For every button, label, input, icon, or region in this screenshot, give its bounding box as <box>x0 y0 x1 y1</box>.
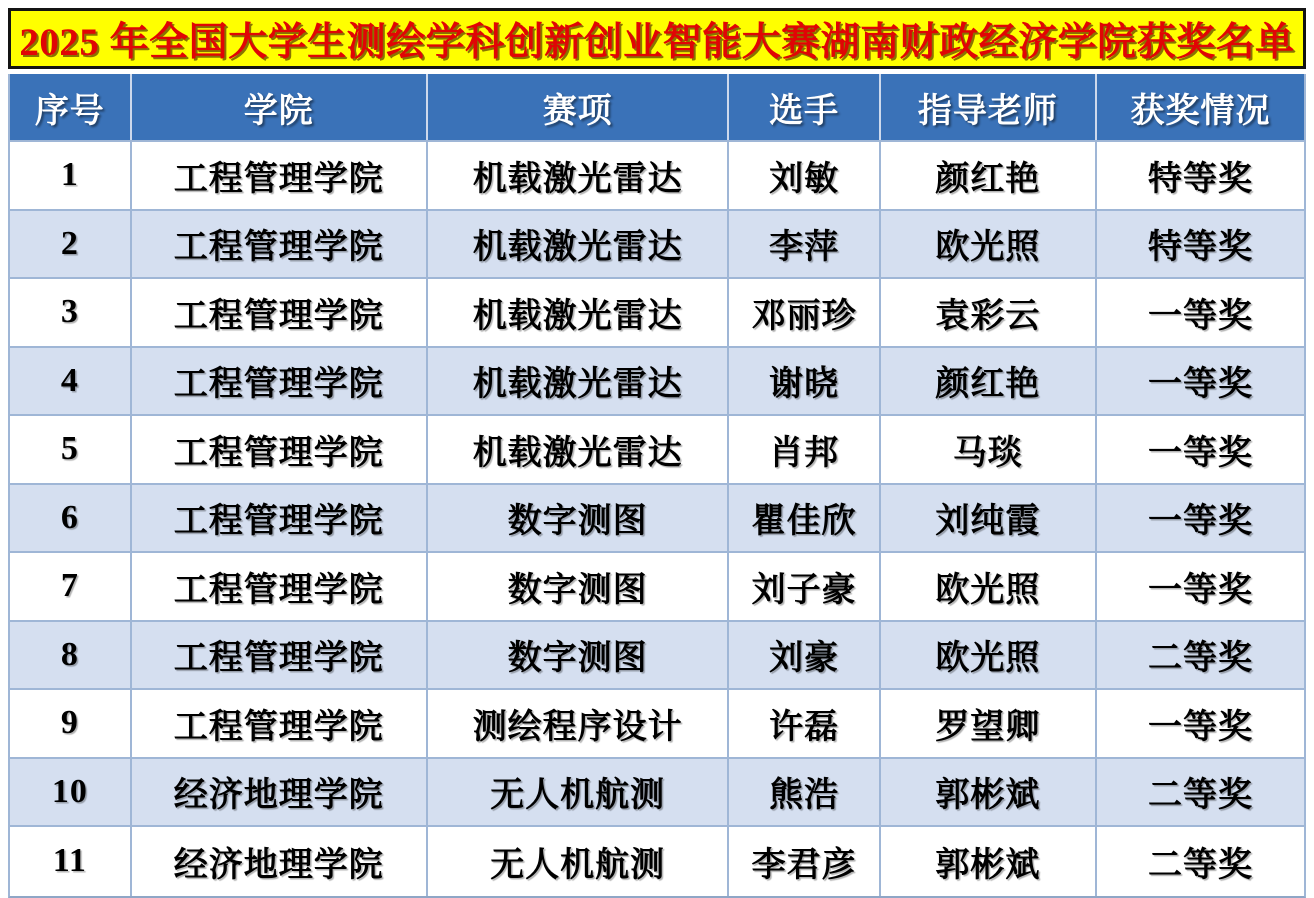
table-cell: 一等奖 <box>1147 708 1253 746</box>
table-cell: 马琰 <box>881 416 1097 483</box>
table-cell: 无人机航测 <box>428 827 730 896</box>
table-row <box>10 416 1304 485</box>
table-cell: 11 <box>10 827 132 896</box>
table-cell: 工程管理学院 <box>132 142 428 209</box>
page-title: 2025 年全国大学生测绘学科创新创业智能大赛湖南财政经济学院获奖名单 <box>8 8 1306 69</box>
table-cell: 李萍 <box>729 211 880 278</box>
table-cell: 工程管理学院 <box>132 348 428 415</box>
table-cell: 欧光照 <box>881 622 1097 689</box>
table-cell: 二等奖 <box>1147 640 1253 678</box>
table-row <box>10 622 1304 691</box>
table-row <box>10 690 1304 759</box>
table-cell: 李君彦 <box>729 827 880 896</box>
table-cell: 测绘程序设计 <box>428 690 730 757</box>
table-cell: 1 <box>10 142 132 209</box>
table-cell: 二等奖 <box>1147 777 1253 815</box>
table-cell: 10 <box>10 759 132 826</box>
table-cell: 一等奖 <box>1147 297 1253 335</box>
table-cell: 郭彬斌 <box>881 759 1097 826</box>
table-cell: 一等奖 <box>1147 503 1253 541</box>
table-cell: 一等奖 <box>1147 366 1253 404</box>
table-cell: 刘子豪 <box>729 553 880 620</box>
table-cell: 郭彬斌 <box>881 827 1097 896</box>
table-cell: 熊浩 <box>729 759 880 826</box>
table-cell: 无人机航测 <box>428 759 730 826</box>
table-row <box>10 485 1304 554</box>
table-header-row <box>10 74 1304 142</box>
table-cell: 刘纯霞 <box>881 485 1097 552</box>
table-row <box>10 279 1304 348</box>
table-cell: 4 <box>10 348 132 415</box>
table-cell: 邓丽珍 <box>729 279 880 346</box>
table-cell: 特等奖 <box>1147 160 1253 198</box>
table-cell: 6 <box>10 485 132 552</box>
table-cell: 一等奖 <box>1147 434 1253 472</box>
table-cell: 罗望卿 <box>881 690 1097 757</box>
table-cell: 经济地理学院 <box>132 827 428 896</box>
table-cell: 工程管理学院 <box>132 211 428 278</box>
table-cell: 数字测图 <box>428 553 730 620</box>
table-cell: 7 <box>10 553 132 620</box>
awards-table <box>8 74 1306 898</box>
table-cell: 谢晓 <box>729 348 880 415</box>
table-row <box>10 759 1304 828</box>
table-cell: 9 <box>10 690 132 757</box>
table-cell: 8 <box>10 622 132 689</box>
table-cell: 机载激光雷达 <box>428 416 730 483</box>
table-cell: 机载激光雷达 <box>428 348 730 415</box>
table-cell: 5 <box>10 416 132 483</box>
table-cell: 工程管理学院 <box>132 622 428 689</box>
column-header-contestant: 选手 <box>729 74 880 140</box>
table-cell: 工程管理学院 <box>132 690 428 757</box>
table-cell: 数字测图 <box>428 485 730 552</box>
table-cell: 肖邦 <box>729 416 880 483</box>
table-row <box>10 553 1304 622</box>
table-body <box>10 142 1304 896</box>
column-header-number: 序号 <box>10 74 132 140</box>
table-cell: 二等奖 <box>1147 846 1253 884</box>
table-cell: 数字测图 <box>428 622 730 689</box>
table-cell: 机载激光雷达 <box>428 142 730 209</box>
table-cell: 颜红艳 <box>881 348 1097 415</box>
table-cell: 工程管理学院 <box>132 485 428 552</box>
table-cell: 欧光照 <box>881 553 1097 620</box>
table-row <box>10 142 1304 211</box>
table-cell: 瞿佳欣 <box>729 485 880 552</box>
table-cell: 刘敏 <box>729 142 880 209</box>
column-header-event: 赛项 <box>428 74 730 140</box>
table-cell: 经济地理学院 <box>132 759 428 826</box>
table-cell: 工程管理学院 <box>132 416 428 483</box>
table-row <box>10 211 1304 280</box>
column-header-advisor: 指导老师 <box>881 74 1097 140</box>
table-cell: 2 <box>10 211 132 278</box>
table-cell: 特等奖 <box>1147 229 1253 267</box>
table-cell: 欧光照 <box>881 211 1097 278</box>
table-cell: 许磊 <box>729 690 880 757</box>
table-cell: 颜红艳 <box>881 142 1097 209</box>
table-cell: 工程管理学院 <box>132 279 428 346</box>
column-header-award: 获奖情况 <box>1130 92 1271 130</box>
table-row <box>10 827 1304 896</box>
column-header-college: 学院 <box>132 74 428 140</box>
table-cell: 一等奖 <box>1147 571 1253 609</box>
table-cell: 机载激光雷达 <box>428 279 730 346</box>
table-cell: 袁彩云 <box>881 279 1097 346</box>
table-cell: 3 <box>10 279 132 346</box>
table-cell: 刘豪 <box>729 622 880 689</box>
table-cell: 工程管理学院 <box>132 553 428 620</box>
table-cell: 机载激光雷达 <box>428 211 730 278</box>
table-row <box>10 348 1304 417</box>
